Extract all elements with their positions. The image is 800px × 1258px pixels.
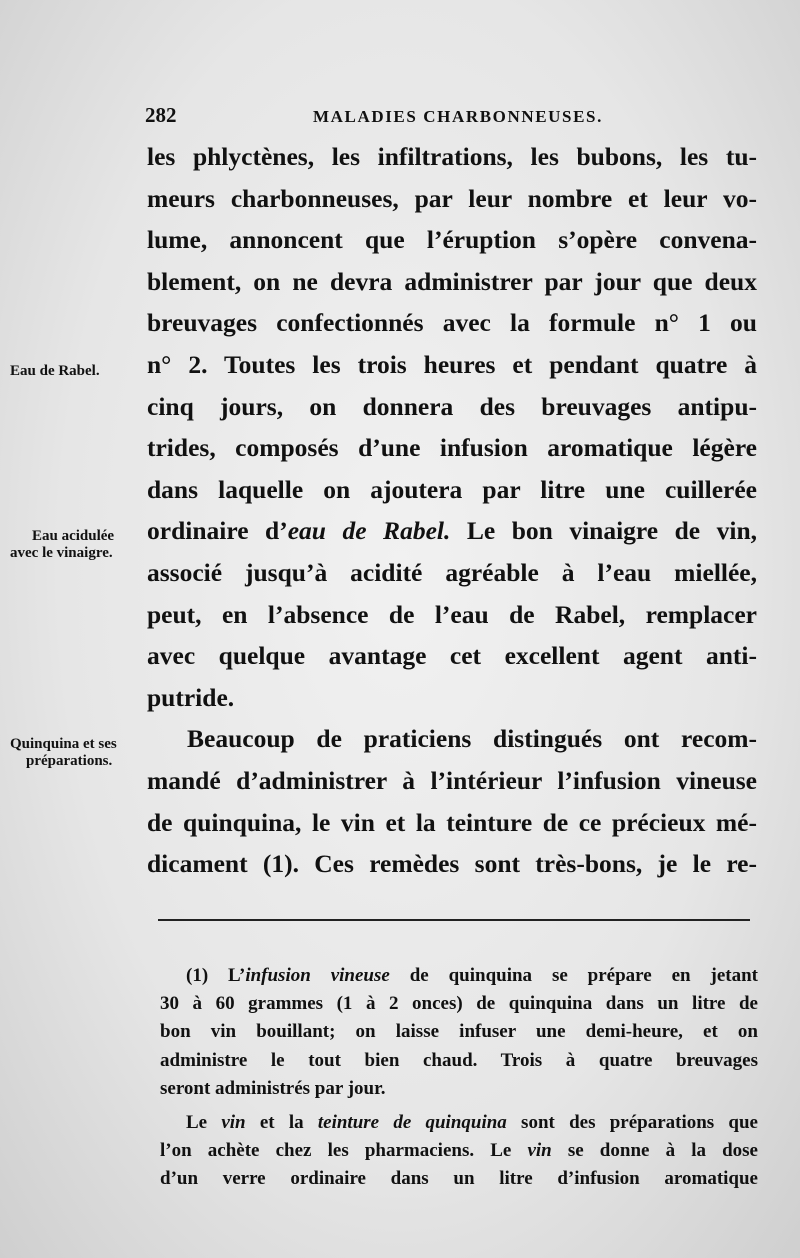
text-run: ordinaire d’ xyxy=(147,516,288,546)
text-line xyxy=(147,510,757,552)
footnote-line: d’un verre ordinaire dans un litre d’infusion aromatique xyxy=(160,1168,758,1190)
text-run: sont des préparations que xyxy=(506,1111,758,1133)
margin-note-quinquina xyxy=(10,736,148,770)
text-run: (1) L’ xyxy=(186,965,246,986)
text-run: se donne à la dose xyxy=(551,1140,758,1162)
text-line: Beaucoup de praticiens distingués ont recom- xyxy=(187,724,757,754)
text-line: cinq jours, on donnera des breuvages antipu- xyxy=(147,391,757,421)
text-run: de quinquina se prépare en jetant xyxy=(389,965,758,986)
text-line: lume, annoncent que l’éruption s’opère convena- xyxy=(147,225,757,255)
text-line: trides, composés d’une infusion aromatique légère xyxy=(147,433,757,463)
text-line: les phlyctènes, les infiltrations, les bubons, les tu- xyxy=(147,142,757,171)
footnote-line: administre le tout bien chaud. Trois à quatre breuvages xyxy=(160,1049,758,1071)
text-line: mandé d’administrer à l’intérieur l’infusion vineuse xyxy=(147,765,757,795)
italic-run: vin xyxy=(221,1111,246,1133)
text-run: l’on achète chez les pharmaciens. Le xyxy=(160,1140,528,1162)
italic-run: vin xyxy=(527,1140,552,1162)
margin-note-line: avec le vinaigre. xyxy=(10,545,113,561)
italic-run: eau de Rabel. xyxy=(287,516,451,546)
text-line: associé jusqu’à acidité agréable à l’eau miellée, xyxy=(147,557,757,587)
footnote-line xyxy=(160,962,758,990)
italic-run: teinture de quinquina xyxy=(317,1111,507,1133)
text-run: et la xyxy=(245,1111,318,1133)
footnote-line xyxy=(160,1137,758,1165)
text-line: dicament (1). Ces remèdes sont très-bons, je le re- xyxy=(147,849,757,879)
footnote-line xyxy=(160,1109,758,1137)
margin-note-eau-acidulee xyxy=(10,528,148,562)
text-line: breuvages confectionnés avec la formule n° 1 ou xyxy=(147,308,757,338)
text-run: Le xyxy=(186,1111,222,1133)
italic-run: infusion vineuse xyxy=(245,965,390,986)
page-number: 282 xyxy=(145,103,177,127)
running-title: MALADIES CHARBONNEUSES. xyxy=(313,107,603,126)
text-line: dans laquelle on ajoutera par litre une cuillerée xyxy=(147,474,757,504)
margin-note-eau-de-rabel xyxy=(10,363,148,380)
text-line: meurs charbonneuses, par leur nombre et leur vo- xyxy=(147,183,757,213)
margin-note-line: Eau acidulée xyxy=(32,528,115,544)
margin-note-line: Quinquina et ses xyxy=(10,736,117,752)
text-line: peut, en l’absence de l’eau de Rabel, remplacer xyxy=(147,599,757,629)
footnote-line: seront administrés par jour. xyxy=(160,1077,386,1099)
footnote-line: 30 à 60 grammes (1 à 2 onces) de quinquina dans un litre de xyxy=(160,993,758,1015)
text-line: blement, on ne devra administrer par jour que deux xyxy=(147,266,757,296)
footnote-line: bon vin bouillant; on laisse infuser une demi-heure, et on xyxy=(160,1021,758,1043)
text-line: avec quelque avantage cet excellent agent anti- xyxy=(147,641,757,671)
footnotes xyxy=(160,962,758,1194)
footnote-rule xyxy=(158,919,750,921)
margin-note-line: Eau de Rabel. xyxy=(10,363,100,379)
text-run: Le bon vinaigre de vin, xyxy=(450,516,758,546)
text-line: de quinquina, le vin et la teinture de ce précieux mé- xyxy=(147,807,757,837)
margin-note-line: préparations. xyxy=(26,753,113,769)
running-head xyxy=(145,103,745,133)
text-line: putride. xyxy=(147,682,235,712)
text-line: n° 2. Toutes les trois heures et pendant quatre à xyxy=(147,349,757,379)
body-text xyxy=(147,136,757,885)
